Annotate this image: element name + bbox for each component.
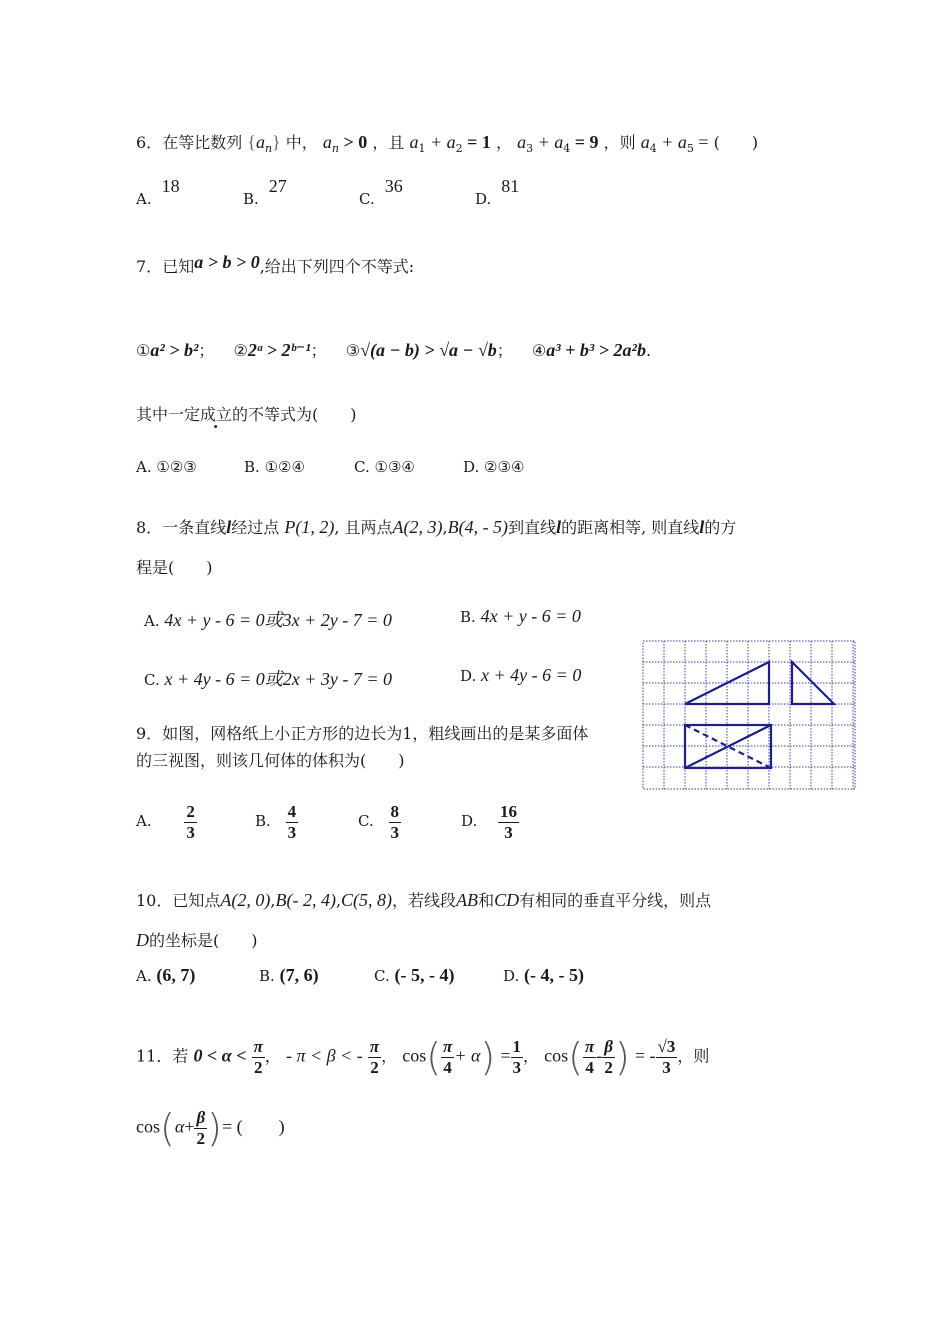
- question-8: 8．一条直线l经过点 P(1, 2), 且两点A(2, 3),B(4, - 5)到直线l的距离相等, 则直线l的方: [136, 517, 737, 537]
- q7-option-c[interactable]: C. ①③④: [354, 458, 415, 476]
- side-view: [792, 662, 834, 704]
- q8-option-a[interactable]: A. 4x + y - 6 = 0或3x + 2y - 7 = 0: [144, 610, 392, 630]
- q10-option-a[interactable]: A. (6, 7): [136, 965, 196, 985]
- q7-option-b[interactable]: B. ①②④: [244, 458, 305, 476]
- q6-option-b[interactable]: B.27: [243, 176, 287, 208]
- q10-number: 10．: [136, 891, 173, 910]
- q8-option-d[interactable]: D. x + 4y - 6 = 0: [460, 665, 582, 685]
- question-9: 9．如图，网格纸上小正方形的边长为1，粗线画出的是某多面体: [136, 724, 589, 743]
- q11-number: 11．: [136, 1046, 173, 1066]
- q7-option-d[interactable]: D. ②③④: [463, 458, 525, 476]
- q8-number: 8．: [136, 518, 163, 537]
- question-6: 6．在等比数列 $\{a_n\}$ 中， $a_n > 0$ ，且 $a_1 + a_2 = 1$ ， $a_3 + a_4 = 9$ ，则 $a_4 + a_5$ = ( ): [136, 132, 759, 155]
- q8-line2: 程是( ): [136, 558, 213, 577]
- q6-option-d[interactable]: D.81: [475, 176, 520, 208]
- q10-option-d[interactable]: D. (- 4, - 5): [503, 965, 585, 985]
- q10-line2: D的坐标是( ): [136, 930, 258, 950]
- q9-option-c[interactable]: C. $\frac{8}{3}$: [358, 802, 399, 842]
- inequality-1: ①a² > b²；: [136, 340, 215, 360]
- q9-line2: 的三视图，则该几何体的体积为( ): [136, 751, 405, 770]
- q7-option-a[interactable]: A. ①②③: [136, 458, 197, 476]
- question-11: 11．若 0 < α < $\frac{\pi}{2}$ ， - π < β < - $\frac{\pi}{2}$ ， cos( $\frac{\pi}{4}$ + α) = $\frac{1}{3}$ ， cos( $\frac{\pi}{4}$ - $\frac{\beta}{2}$ ) = - $\frac{√3}{3}$ ，则: [136, 1035, 710, 1079]
- q7-number: 7．: [136, 257, 163, 276]
- inequality-2: ②2ᵃ > 2ᵇ⁻¹；: [233, 340, 327, 360]
- q11-line2: cos(α+ $\frac{\beta}{2}$ )= ( ): [136, 1106, 285, 1150]
- q6-number: 6．: [136, 133, 163, 152]
- fraction: $\frac{16}{3}$: [500, 802, 518, 842]
- q9-option-a[interactable]: A. $\frac{2}{3}$: [136, 802, 195, 842]
- question-7: 7．已知a > b > 0,给出下列四个不等式:: [136, 252, 415, 276]
- inequality-3: ③√(a − b) > √a − √b；: [345, 340, 513, 360]
- fraction: $\frac{2}{3}$: [186, 802, 195, 842]
- fraction: $\frac{8}{3}$: [390, 802, 399, 842]
- inequality-4: ④a³ + b³ > 2a²b.: [531, 340, 652, 360]
- q9-option-d[interactable]: D. $\frac{16}{3}$: [461, 802, 518, 842]
- fraction: $\frac{4}{3}$: [287, 802, 297, 842]
- three-view-figure: [642, 640, 856, 790]
- question-10: 10．已知点A(2, 0),B(- 2, 4),C(5, 8)，若线段AB和CD有相同的垂直平分线，则点: [136, 890, 712, 910]
- q7-question: 其中一定成立的不等式为( ): [136, 405, 357, 424]
- q7-inequalities: [136, 338, 651, 361]
- q10-option-b[interactable]: B. (7, 6): [259, 965, 319, 985]
- grid-lines: [643, 641, 855, 789]
- q9-option-b[interactable]: B. $\frac{4}{3}$: [255, 802, 297, 842]
- q8-option-b[interactable]: B. 4x + y - 6 = 0: [460, 606, 581, 626]
- q6-option-a[interactable]: A.18: [136, 176, 180, 208]
- q8-option-c[interactable]: C. x + 4y - 6 = 0或2x + 3y - 7 = 0: [144, 669, 393, 689]
- q6-option-c[interactable]: C.36: [359, 176, 403, 208]
- q9-number: 9．: [136, 724, 163, 743]
- q10-option-c[interactable]: C. (- 5, - 4): [374, 965, 455, 985]
